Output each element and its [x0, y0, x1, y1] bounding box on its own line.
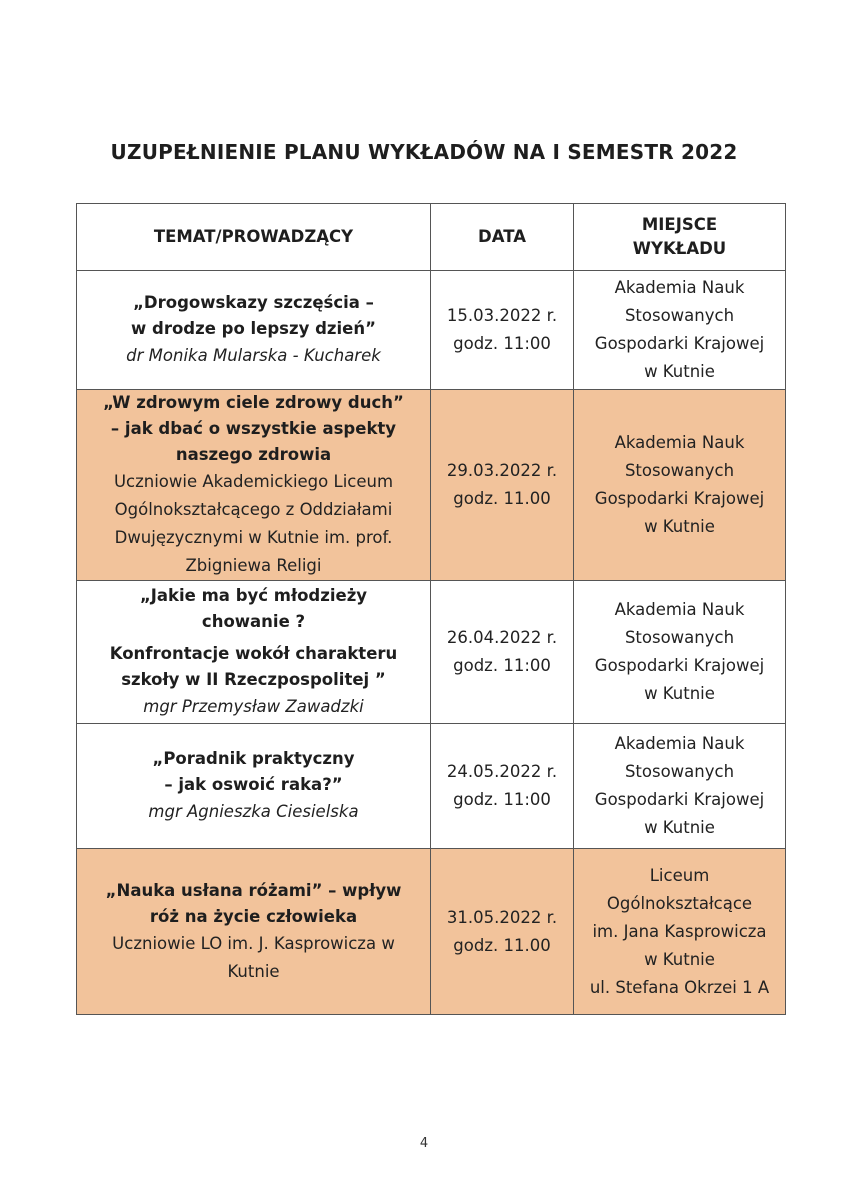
topic-cell [77, 581, 431, 724]
topic-line: „Poradnik praktyczny [152, 749, 355, 768]
place-line: Stosowanych [624, 306, 735, 325]
header-place-line2: WYKŁADU [632, 239, 727, 258]
place-line: Stosowanych [624, 762, 735, 781]
topic-line: róż na życie człowieka [149, 906, 358, 926]
lecturer: Dwujęzycznymi w Kutnie im. prof. [114, 528, 393, 547]
lecturer: Uczniowie Akademickiego Liceum [113, 472, 394, 491]
topic-cell [77, 849, 431, 1015]
time: godz. 11:00 [453, 656, 551, 675]
place-line: Akademia Nauk [614, 734, 745, 753]
topic-line: „Drogowskazy szczęścia – [133, 293, 374, 312]
place-line: Liceum [649, 865, 710, 885]
date-cell [431, 724, 574, 849]
topic-line: – jak oswoić raka?” [164, 775, 343, 794]
place-line: Gospodarki Krajowej [594, 790, 765, 809]
place-line: Gospodarki Krajowej [594, 334, 765, 353]
table-row [77, 581, 786, 724]
place-line: im. Jana Kasprowicza [592, 921, 767, 941]
date: 24.05.2022 r. [446, 762, 558, 781]
time: godz. 11.00 [453, 935, 551, 955]
header-topic: TEMAT/PROWADZĄCY [77, 204, 431, 271]
topic-line: w drodze po lepszy dzień” [131, 319, 376, 338]
header-place [574, 204, 786, 271]
place-line: w Kutnie [644, 362, 715, 381]
topic-cell [77, 724, 431, 849]
lecturer: Zbigniewa Religi [185, 556, 322, 575]
topic-line: Konfrontacje wokół charakteru [109, 644, 398, 663]
place-line: Gospodarki Krajowej [594, 489, 765, 508]
lecturer: Kutnie [227, 961, 280, 981]
date-cell [431, 390, 574, 581]
lecture-schedule-table [76, 203, 786, 1015]
topic-cell [77, 390, 431, 581]
table-row [77, 849, 786, 1015]
date: 31.05.2022 r. [446, 907, 558, 927]
time: godz. 11:00 [453, 790, 551, 809]
topic-line: „Nauka usłana różami” – wpływ [105, 880, 402, 900]
topic-cell [77, 271, 431, 390]
topic-line: szkoły w II Rzeczpospolitej ” [121, 670, 386, 689]
place-line: w Kutnie [644, 949, 715, 969]
time: godz. 11.00 [453, 489, 551, 508]
lecturer: dr Monika Mularska - Kucharek [126, 346, 381, 365]
place-line: Akademia Nauk [614, 600, 745, 619]
date-cell [431, 271, 574, 390]
place-cell [574, 390, 786, 581]
place-line: w Kutnie [644, 818, 715, 837]
table-row [77, 390, 786, 581]
place-cell [574, 581, 786, 724]
document-title: UZUPEŁNIENIE PLANU WYKŁADÓW NA I SEMESTR 2022 [110, 140, 738, 164]
place-line: Stosowanych [624, 461, 735, 480]
date: 29.03.2022 r. [446, 461, 558, 480]
lecturer: Uczniowie LO im. J. Kasprowicza w [112, 933, 395, 953]
place-line: ul. Stefana Okrzei 1 A [589, 977, 770, 997]
place-cell [574, 724, 786, 849]
topic-line: „W zdrowym ciele zdrowy duch” [103, 393, 404, 412]
topic-line: „Jakie ma być młodzieży [139, 586, 368, 605]
topic-line: naszego zdrowia [175, 445, 332, 464]
place-cell [574, 271, 786, 390]
place-line: Akademia Nauk [614, 433, 745, 452]
place-line: Akademia Nauk [614, 278, 745, 297]
place-cell [574, 849, 786, 1015]
topic-line: chowanie ? [201, 612, 306, 631]
date: 15.03.2022 r. [446, 306, 558, 325]
lecturer: mgr Agnieszka Ciesielska [148, 802, 359, 821]
place-line: w Kutnie [644, 517, 715, 536]
lecturer: Ogólnokształcącego z Oddziałami [114, 500, 393, 519]
place-line: w Kutnie [644, 684, 715, 703]
place-line: Gospodarki Krajowej [594, 656, 765, 675]
date-cell [431, 849, 574, 1015]
topic-line: – jak dbać o wszystkie aspekty [110, 419, 397, 438]
place-line: Ogólnokształcące [606, 893, 753, 913]
lecturer: mgr Przemysław Zawadzki [143, 697, 364, 716]
place-line: Stosowanych [624, 628, 735, 647]
page-number: 4 [419, 1136, 429, 1151]
header-place-line1: MIEJSCE [641, 215, 718, 234]
date-cell [431, 581, 574, 724]
date: 26.04.2022 r. [446, 628, 558, 647]
header-date: DATA [431, 204, 574, 271]
table-header-row [77, 204, 786, 271]
table-row [77, 271, 786, 390]
table-row [77, 724, 786, 849]
time: godz. 11:00 [453, 334, 551, 353]
